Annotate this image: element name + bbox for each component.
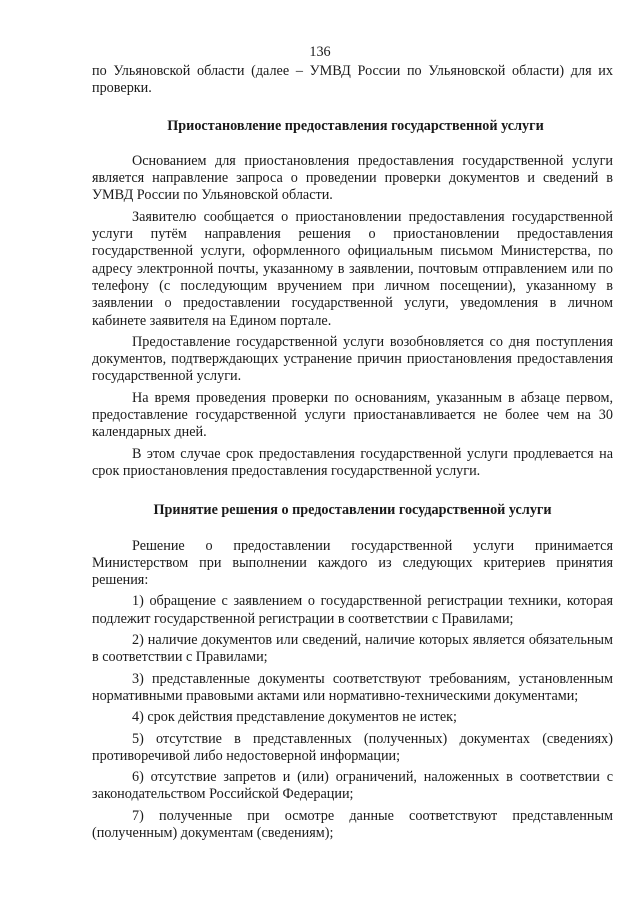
intro-paragraph: по Ульяновской области (далее – УМВД России по Ульяновской области) для их проверки. <box>92 63 613 97</box>
section-heading-decision: Принятие решения о предоставлении государственной услуги <box>153 502 552 519</box>
paragraph: Основанием для приостановления предоставления государственной услуги является направление запроса о проведении проверки документов и сведений в УМВД России по Ульяновской области. <box>92 152 613 204</box>
page-number: 136 <box>309 44 331 60</box>
criteria-item: 3) представленные документы соответствуют требованиям, установленным нормативными правовыми актами или нормативно-техническими документами; <box>92 670 613 704</box>
paragraph: В этом случае срок предоставления государственной услуги продлевается на срок приостановления предоставления государственной услуги. <box>92 445 613 479</box>
criteria-item: 6) отсутствие запретов и (или) ограничений, наложенных в соответствии с законодательством Российской Федерации; <box>92 769 613 803</box>
paragraph: Заявителю сообщается о приостановлении предоставления государственной услуги путём направления решения о приостановлении предоставления государственной услуги, оформленного официальным письмом Министерства, по адресу электронной почты, указанному в заявлении, почтовым отправлением или по телефону (с последующим вручением при личном посещении), указанному в заявлении о предоставлении государственной услуги, уведомления в личном кабинете заявителя на Едином портале. <box>92 208 613 329</box>
paragraph: Предоставление государственной услуги возобновляется со дня поступления документов, подтверждающих устранение причин приостановления предоставления государственной услуги. <box>92 333 613 385</box>
criteria-item: 1) обращение с заявлением о государственной регистрации техники, которая подлежит государственной регистрации в соответствии с Правилами; <box>92 593 613 627</box>
criteria-item: 5) отсутствие в представленных (полученных) документах (сведениях) противоречивой либо недостоверной информации; <box>92 730 613 764</box>
section-heading-suspension: Приостановление предоставления государственной услуги <box>167 117 544 134</box>
paragraph: Решение о предоставлении государственной услуги принимается Министерством при выполнении каждого из следующих критериев принятия решения: <box>92 537 613 589</box>
page-content <box>92 63 613 842</box>
paragraph: На время проведения проверки по основаниям, указанным в абзаце первом, предоставление государственной услуги приостанавливается не более чем на 30 календарных дней. <box>92 389 613 441</box>
criteria-item: 4) срок действия представление документов не истек; <box>132 709 457 726</box>
criteria-item: 7) полученные при осмотре данные соответствуют представленным (полученным) документам (сведениям); <box>92 807 613 841</box>
criteria-item: 2) наличие документов или сведений, наличие которых является обязательным в соответствии с Правилами; <box>92 632 613 666</box>
